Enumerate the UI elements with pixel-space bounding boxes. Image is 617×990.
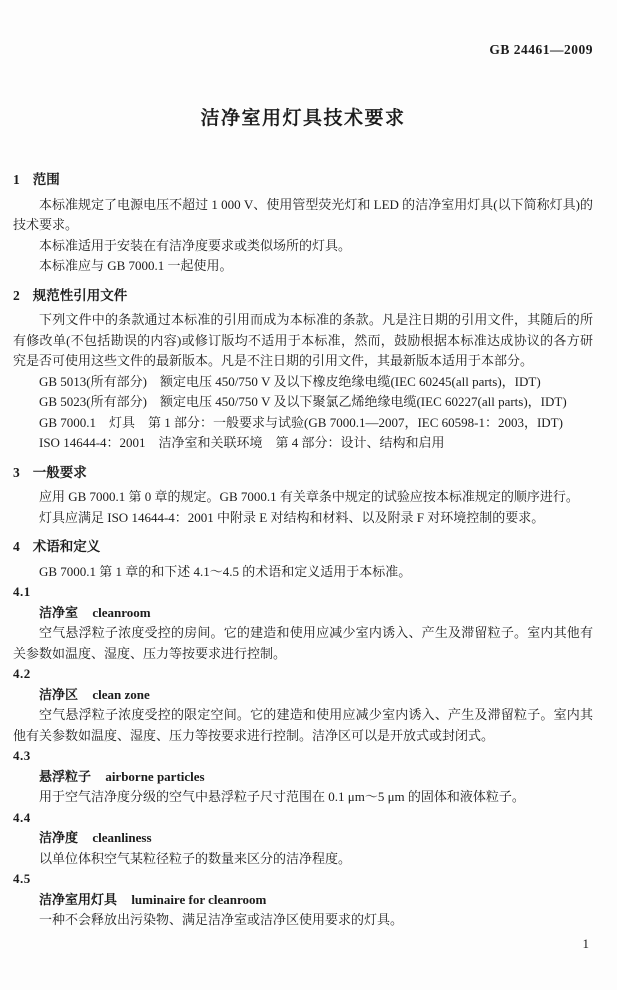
page-number: 1 bbox=[582, 936, 589, 951]
term-zh: 洁净室用灯具 bbox=[39, 891, 118, 907]
term-en: clean zone bbox=[92, 686, 150, 702]
term-line bbox=[13, 767, 593, 788]
paragraph: 下列文件中的条款通过本标准的引用而成为本标准的条款。凡是注日期的引用文件，其随后的所有修改单(不包括勘误的内容)或修订版均不适用于本标准，然而，鼓励根据本标准达成协议的各方研究是否可使用这些文件的最新版本。凡是不注日期的引用文件，其最新版本适用于本部分。 bbox=[13, 312, 593, 368]
reference-item: GB 7000.1 灯具 第 1 部分：一般要求与试验(GB 7000.1—2007，IEC 60598-1：2003，IDT) bbox=[39, 414, 563, 430]
paragraph: 以单位体积空气某粒径粒子的数量来区分的洁净程度。 bbox=[39, 850, 352, 866]
subclause-number: 4.5 bbox=[13, 871, 31, 886]
clause-heading bbox=[13, 537, 593, 558]
clause-heading bbox=[13, 286, 593, 307]
reference-item: GB 5023(所有部分) 额定电压 450/750 V 及以下聚氯乙烯绝缘电缆(IEC 60227(all parts)，IDT) bbox=[39, 394, 567, 409]
term-zh: 洁净区 bbox=[39, 686, 79, 702]
clause-number: 1 bbox=[13, 172, 20, 187]
doc-title: 洁净室用灯具技术要求 bbox=[200, 108, 406, 129]
paragraph: 空气悬浮粒子浓度受控的房间。它的建造和使用应减少室内诱入、产生及滞留粒子。室内其他有关参数如温度、湿度、压力等按要求进行控制。 bbox=[13, 625, 593, 661]
term-zh: 悬浮粒子 bbox=[39, 768, 92, 784]
paragraph: GB 7000.1 第 1 章的和下述 4.1～4.5 的术语和定义适用于本标准。 bbox=[39, 563, 412, 579]
paragraph: 本标准应与 GB 7000.1 一起使用。 bbox=[39, 258, 233, 273]
paragraph: 空气悬浮粒子浓度受控的限定空间。它的建造和使用应减少室内诱入、产生及滞留粒子。室内其他有关参数如温度、湿度、压力等按要求进行控制。洁净区可以是开放式或封闭式。 bbox=[13, 707, 593, 743]
clause-heading bbox=[13, 170, 593, 191]
subclause-number: 4.3 bbox=[13, 748, 31, 763]
paragraph: 本标准适用于安装在有洁净度要求或类似场所的灯具。 bbox=[39, 237, 352, 253]
clause-number: 3 bbox=[13, 464, 20, 480]
clause-title: 术语和定义 bbox=[32, 539, 101, 554]
term-en: cleanliness bbox=[92, 830, 152, 845]
term-zh: 洁净室 bbox=[39, 604, 79, 620]
clause-number: 2 bbox=[13, 287, 20, 303]
paragraph: 用于空气洁净度分级的空气中悬浮粒子尺寸范围在 0.1 μm～5 μm 的固体和液体粒子。 bbox=[39, 789, 525, 804]
subclause-number: 4.2 bbox=[13, 666, 31, 681]
document-body bbox=[13, 170, 593, 931]
clause-title: 一般要求 bbox=[32, 464, 87, 480]
term-line bbox=[13, 685, 593, 706]
subclause-number: 4.4 bbox=[13, 809, 31, 825]
term-en: airborne particles bbox=[105, 768, 205, 784]
doc-number: GB 24461—2009 bbox=[489, 42, 593, 57]
clause-heading bbox=[13, 463, 593, 484]
paragraph: 应用 GB 7000.1 第 0 章的规定。GB 7000.1 有关章条中规定的试验应按本标准规定的顺序进行。 bbox=[39, 489, 579, 504]
clause-title: 范围 bbox=[32, 172, 60, 187]
term-zh: 洁净度 bbox=[39, 830, 79, 845]
reference-item: GB 5013(所有部分) 额定电压 450/750 V 及以下橡皮绝缘电缆(IEC 60245(all parts)，IDT) bbox=[39, 373, 541, 389]
term-en: luminaire for cleanroom bbox=[131, 891, 267, 907]
term-line bbox=[13, 603, 593, 624]
term-line bbox=[13, 828, 593, 849]
term-en: cleanroom bbox=[92, 604, 151, 620]
paragraph: 本标准规定了电源电压不超过 1 000 V、使用管型荧光灯和 LED 的洁净室用灯具(以下简称灯具)的技术要求。 bbox=[13, 196, 593, 232]
reference-item: ISO 14644-4：2001 洁净室和关联环境 第 4 部分：设计、结构和启用 bbox=[39, 435, 445, 450]
clause-title: 规范性引用文件 bbox=[32, 287, 128, 303]
clause-number: 4 bbox=[13, 539, 20, 554]
subclause-number: 4.1 bbox=[13, 584, 31, 599]
paragraph: 一种不会释放出污染物、满足洁净室或洁净区使用要求的灯具。 bbox=[39, 912, 404, 927]
paragraph: 灯具应满足 ISO 14644-4：2001 中附录 E 对结构和材料、以及附录 F 对环境控制的要求。 bbox=[39, 509, 545, 525]
term-line bbox=[13, 890, 593, 911]
